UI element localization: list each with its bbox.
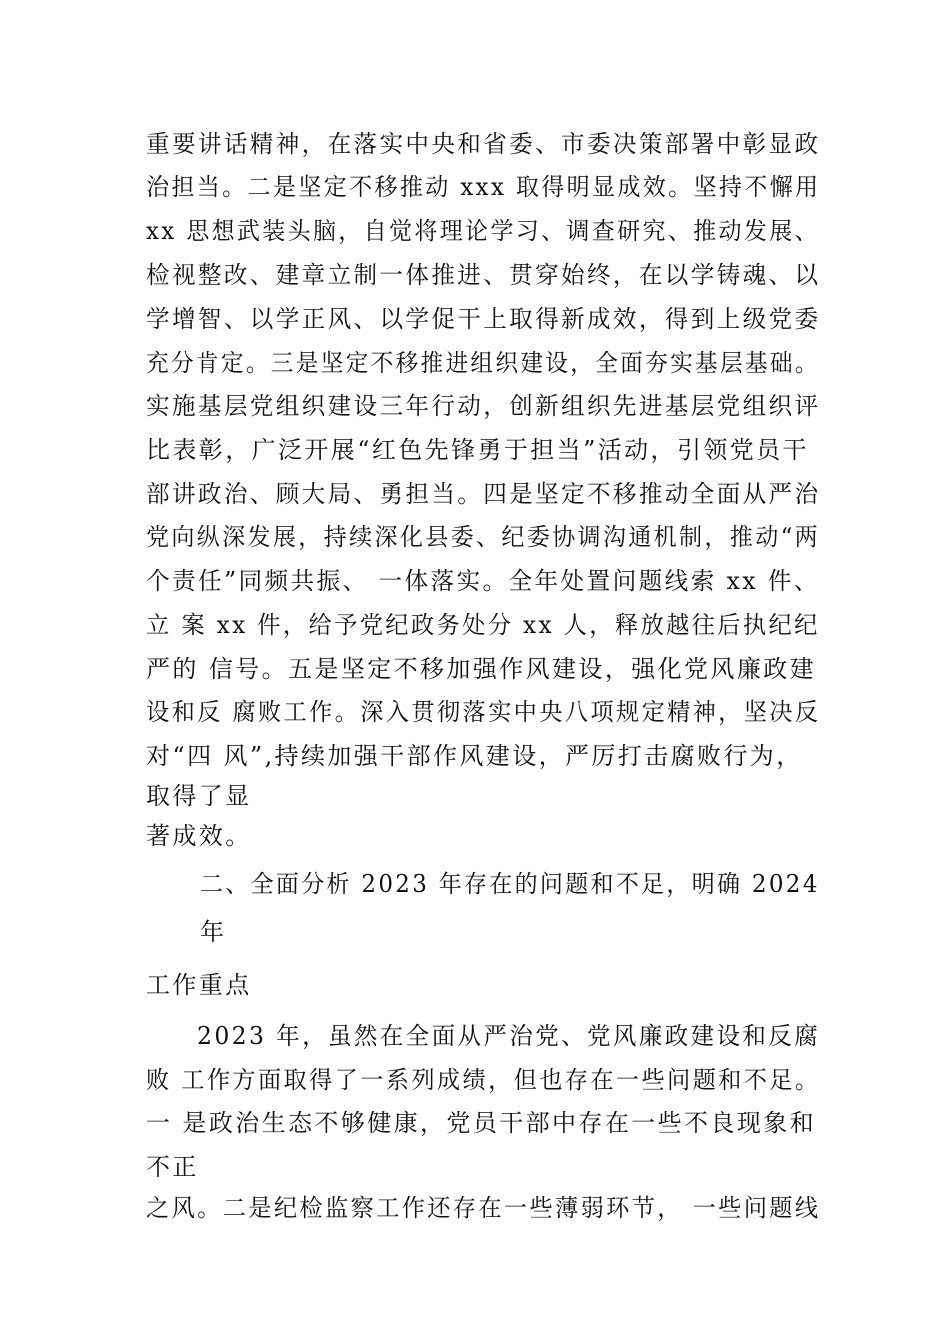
text-line: 立 案 xx 件，给予党纪政务处分 xx 人，释放越往后执纪纪 (146, 611, 820, 639)
text-line: 2023 年，虽然在全面从严治党、党风廉政建设和反腐 (197, 1022, 821, 1050)
text-line: 个责任”同频共振、 一体落实。全年处置问题线索 xx 件、 (146, 567, 820, 595)
text-line: 一 是政治生态不够健康，党员干部中存在一些不良现象和 (146, 1109, 817, 1137)
text-line: 败 工作方面取得了一系列成绩，但也存在一些问题和不足。 (146, 1066, 821, 1094)
text-line: 比表彰，广泛开展“红色先锋勇于担当”活动，引领党员干 (146, 436, 809, 464)
text-line: 著成效。 (146, 822, 252, 850)
text-line: xx 思想武装头脑，自觉将理论学习、调查研究、推动发展、 (146, 217, 820, 245)
section-heading: 二、全面分析 2023 年存在的问题和不足，明确 2024 (200, 870, 820, 898)
text-line: 部讲政治、顾大局、勇担当。四是坚定不移推动全面从严治 (146, 480, 821, 508)
text-line: 取得了显 (146, 782, 252, 810)
text-line: 党向纵深发展，持续深化县委、纪委协调沟通机制，推动“两 (146, 523, 821, 551)
text-line: 学增智、以学正风、以学促干上取得新成效，得到上级党委 (146, 305, 821, 333)
text-line: 严的 信号。五是坚定不移加强作风建设，强化党风廉政建 (146, 655, 817, 683)
text-line: 充分肯定。三是坚定不移推进组织建设，全面夯实基层基础。 (146, 349, 820, 377)
text-line: 不正 (146, 1153, 199, 1181)
section-heading-continued: 年 (200, 918, 227, 946)
text-line: 检视整改、建章立制一体推进、贯穿始终，在以学铸魂、以 (146, 261, 821, 289)
text-line: 重要讲话精神，在落实中央和省委、市委决策部署中彰显政 (146, 130, 821, 158)
text-line: 实施基层党组织建设三年行动，创新组织先进基层党组织评 (146, 392, 821, 420)
text-line: 对“四 风”,持续加强干部作风建设，严厉打击腐败行为， (146, 742, 803, 770)
section-heading-continued: 工作重点 (146, 971, 252, 999)
text-line: 设和反 腐败工作。深入贯彻落实中央八项规定精神，坚决反 (146, 698, 821, 726)
text-line: 治担当。二是坚定不移推动 xxx 取得明显成效。坚持不懈用 (146, 173, 821, 201)
text-line: 之风。二是纪检监察工作还存在一些薄弱环节， 一些问题线 (146, 1194, 821, 1222)
